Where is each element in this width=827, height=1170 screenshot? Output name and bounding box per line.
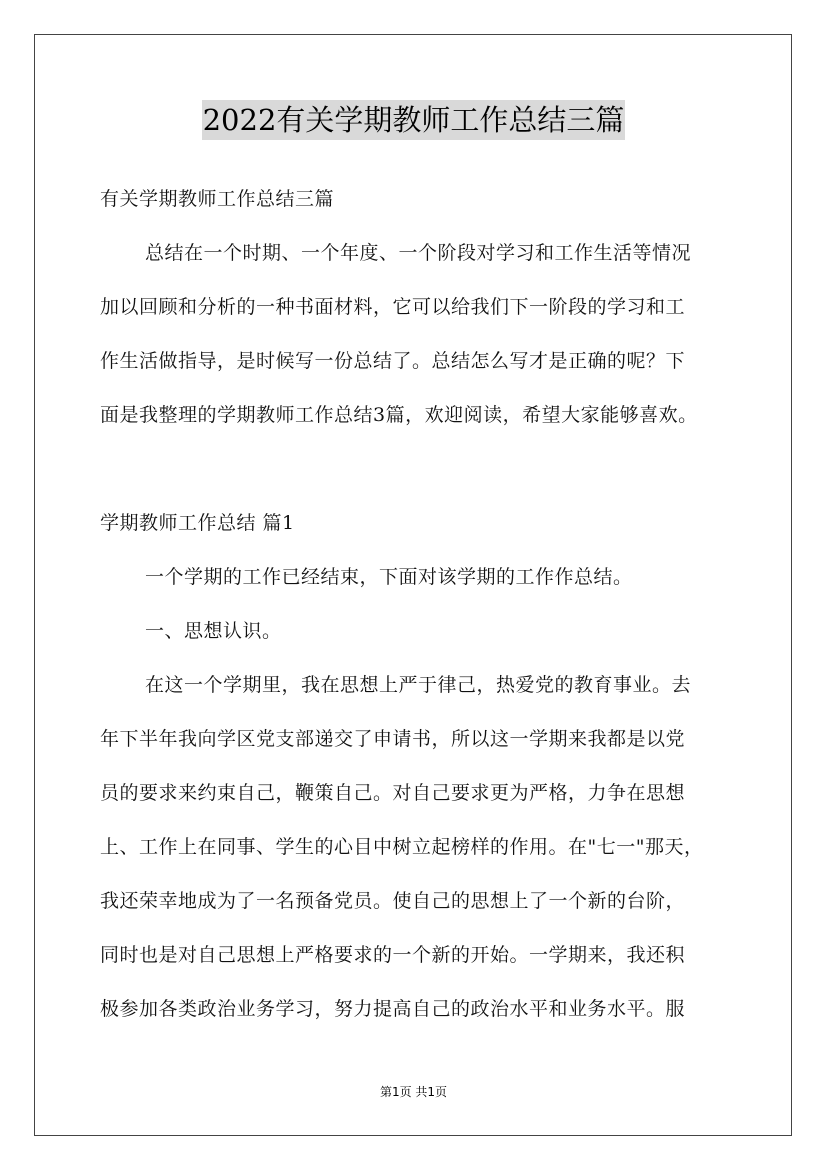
body-line: 同时也是对自己思想上严格要求的一个新的开始。一学期来，我还积 <box>100 944 686 966</box>
intro-line: 作生活做指导，是时候写一份总结了。总结怎么写才是正确的呢？下 <box>100 350 686 372</box>
paragraph-gap <box>100 442 740 496</box>
page-footer: 第1页 共1页 <box>379 1085 448 1099</box>
section-heading: 学期教师工作总结 篇1 <box>100 512 295 534</box>
body-line: 上、工作上在同事、学生的心目中树立起榜样的作用。在"七一"那天， <box>100 836 704 858</box>
intro-line: 面是我整理的学期教师工作总结3篇，欢迎阅读，希望大家能够喜欢。 <box>100 404 698 426</box>
body-line: 员的要求来约束自己，鞭策自己。对自己要求更为严格，力争在思想 <box>100 782 686 804</box>
title-container <box>0 100 827 140</box>
body-line: 年下半年我向学区党支部递交了申请书，所以这一学期来我都是以党 <box>100 728 686 750</box>
section-intro: 一个学期的工作已经结束，下面对该学期的工作作总结。 <box>145 566 633 588</box>
document-subtitle: 有关学期教师工作总结三篇 <box>100 188 335 210</box>
intro-line: 总结在一个时期、一个年度、一个阶段对学习和工作生活等情况 <box>145 242 692 264</box>
body-line: 我还荣幸地成为了一名预备党员。使自己的思想上了一个新的台阶， <box>100 890 686 912</box>
document-body <box>100 172 740 1036</box>
intro-line: 加以回顾和分析的一种书面材料，它可以给我们下一阶段的学习和工 <box>100 296 686 318</box>
body-line: 极参加各类政治业务学习，努力提高自己的政治水平和业务水平。服 <box>100 998 686 1020</box>
body-line: 在这一个学期里，我在思想上严于律己，热爱党的教育事业。去 <box>145 674 692 696</box>
document-title: 2022有关学期教师工作总结三篇 <box>202 100 626 140</box>
subheading: 一、思想认识。 <box>145 620 282 642</box>
